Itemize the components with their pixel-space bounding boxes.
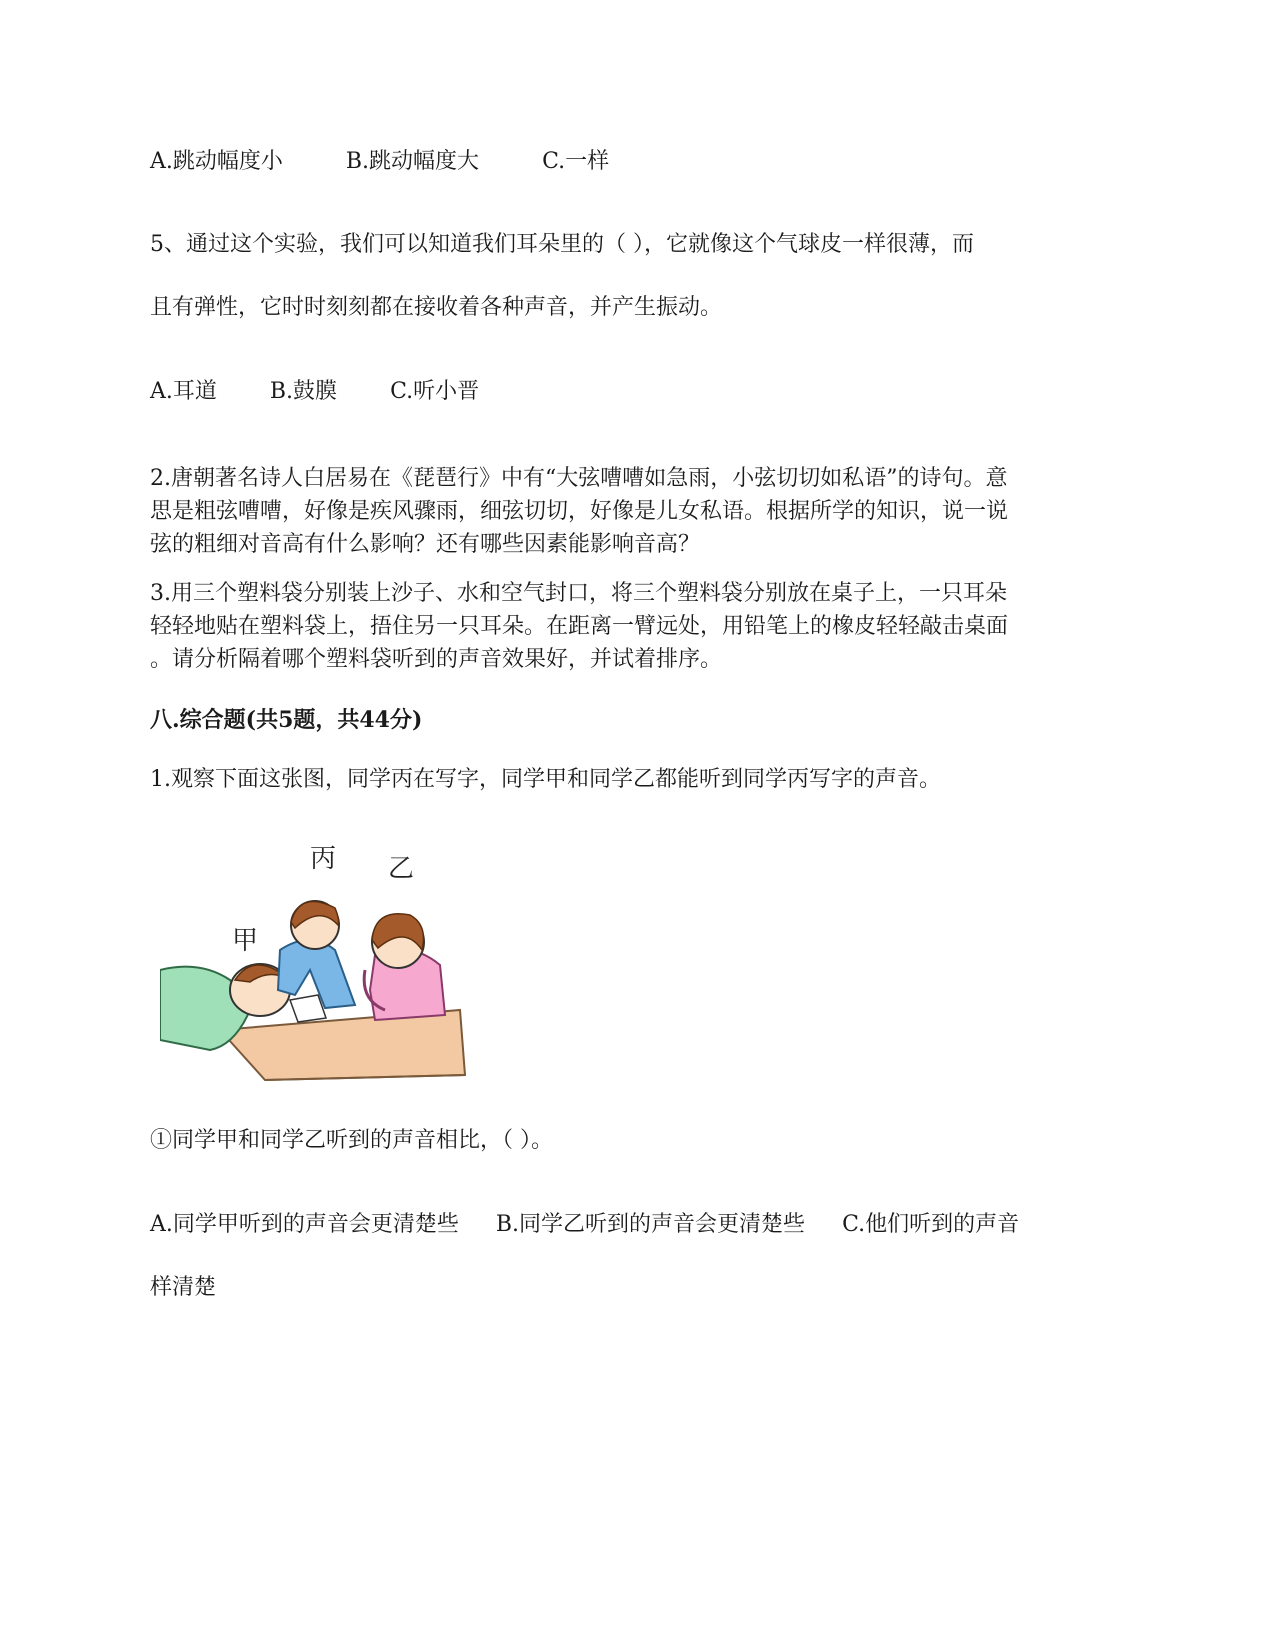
- section-8-title: 八.综合题(共5题，共44分): [150, 707, 423, 733]
- q5-option-b: B.鼓膜: [269, 379, 338, 404]
- question-2: [150, 462, 1125, 561]
- q5-line-1: 5、通过这个实验，我们可以知道我们耳朵里的（ ），它就像这个气球皮一样很薄，而: [150, 232, 974, 257]
- s8-q1-options: [150, 1210, 1019, 1240]
- q5-option-a: A.耳道: [150, 379, 217, 404]
- q3-line-3: 。请分析隔着哪个塑料袋听到的声音效果好，并试着排序。: [150, 647, 723, 672]
- question-3: [150, 577, 1125, 676]
- label-jia: 甲: [232, 926, 259, 956]
- q5-options: [150, 377, 535, 407]
- label-bing: 丙: [310, 844, 337, 874]
- illustration-svg: [160, 870, 490, 1120]
- q3-line-2: 轻轻地贴在塑料袋上，捂住另一只耳朵。在距离一臂远处，用铅笔上的橡皮轻轻敲击桌面: [150, 614, 1009, 639]
- s8-q1-option-a: A.同学甲听到的声音会更清楚些: [150, 1212, 459, 1237]
- q2-line-1: 2.唐朝著名诗人白居易在《琵琶行》中有“大弦嘈嘈如急雨，小弦切切如私语”的诗句。意: [150, 466, 1008, 491]
- label-yi: 乙: [388, 854, 415, 884]
- q5-line-2: 且有弹性，它时时刻刻都在接收着各种声音，并产生振动。: [150, 295, 723, 320]
- s8-q1-sub-1: ①同学甲和同学乙听到的声音相比，（ ）。: [150, 1128, 553, 1153]
- s8-question-1: 1.观察下面这张图，同学丙在写字，同学甲和同学乙都能听到同学丙写字的声音。: [150, 767, 941, 792]
- q2-line-3: 弦的粗细对音高有什么影响？还有哪些因素能影响音高？: [150, 532, 701, 557]
- q4-option-a: A.跳动幅度小: [150, 149, 283, 174]
- q4-option-b: B.跳动幅度大: [345, 149, 480, 174]
- s8-q1-options-continued: 样清楚: [150, 1275, 217, 1300]
- q4-option-c: C.一样: [542, 149, 610, 174]
- q5-option-c: C.听小晋: [390, 379, 480, 404]
- q2-line-2: 思是粗弦嘈嘈，好像是疾风骤雨，细弦切切，好像是儿女私语。根据所学的知识，说一说: [150, 499, 1009, 524]
- s8-q1-option-b: B.同学乙听到的声音会更清楚些: [495, 1212, 806, 1237]
- q4-options: [150, 147, 665, 177]
- s8-q1-option-c: C.他们听到的声音: [842, 1212, 1020, 1237]
- q3-line-1: 3.用三个塑料袋分别装上沙子、水和空气封口，将三个塑料袋分别放在桌子上，一只耳朵: [150, 581, 1007, 606]
- students-listening-illustration: [160, 844, 490, 1120]
